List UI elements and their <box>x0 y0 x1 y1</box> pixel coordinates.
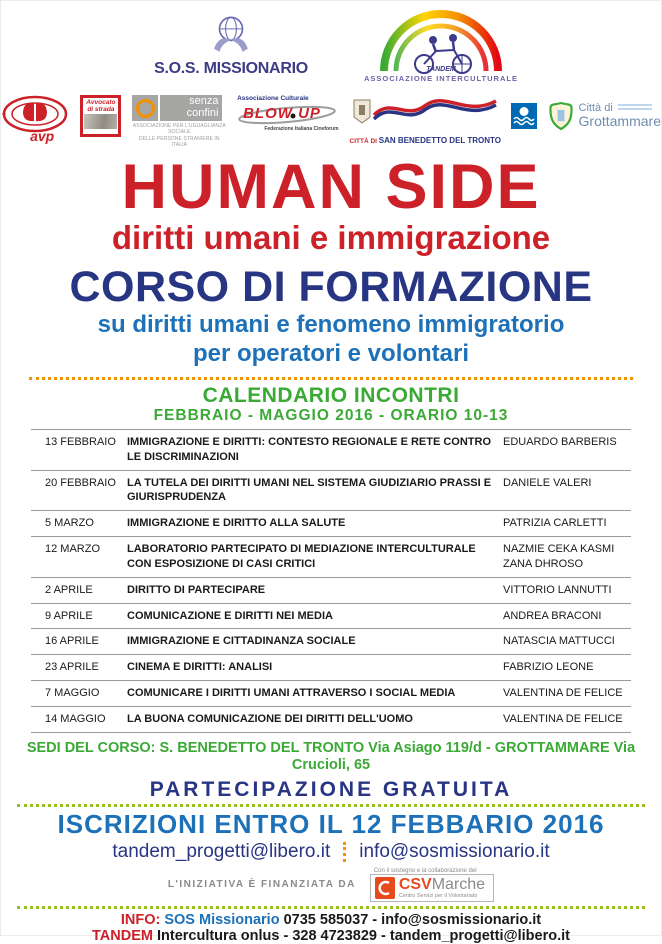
info-org-sos: SOS Missionario <box>164 911 280 928</box>
row-date: 14 MAGGIO <box>45 712 106 725</box>
csv-subtext: Centro Servizi per il Volontariato <box>398 892 478 899</box>
grottammare-line1: Città di <box>578 102 613 115</box>
green-dotted-divider <box>17 804 645 807</box>
globe-hands-icon <box>208 13 254 57</box>
bandiera-blu-logo <box>511 103 537 134</box>
calendar-table <box>31 429 631 733</box>
row-date: 5 MARZO <box>45 517 94 530</box>
senza-confini-caption <box>132 123 226 148</box>
row-title: LA BUONA COMUNICAZIONE DEI DIRITTI DELL'UOMO <box>127 712 413 725</box>
avp-label: avp <box>30 128 55 144</box>
table-row <box>31 471 631 512</box>
enrollment-deadline: ISCRIZIONI ENTRO IL 12 FEBBARIO 2016 <box>57 808 605 839</box>
blow-up-logo <box>237 95 338 132</box>
info-line-2 <box>1 928 661 944</box>
lecturer-name: PATRIZIA CARLETTI <box>503 517 607 530</box>
info-line1-rest: 0735 585037 - info@sosmissionario.it <box>279 911 542 928</box>
table-row <box>31 578 631 604</box>
csv-word: CSV <box>398 875 432 893</box>
tandem-name: TANDEM <box>426 66 456 73</box>
calendar-subheading: FEBBRAIO - MAGGIO 2016 - ORARIO 10-13 <box>153 406 509 424</box>
avvocato-line2: di strada <box>87 106 115 114</box>
senza-caption-2: DELLE PERSONE STRANIERE IN ITALIA <box>138 135 220 148</box>
grottammare-logo <box>548 101 661 131</box>
san-benedetto-logo <box>350 95 500 148</box>
blow-up-mark <box>237 102 338 126</box>
row-lecturer <box>503 686 631 701</box>
table-row <box>31 629 631 655</box>
course-subtitle-2: per operatori e volontari <box>192 339 470 367</box>
lecturer-name-2: ZANA DHROSO <box>503 557 584 570</box>
row-title: COMUNICAZIONE E DIRITTI NEI MEDIA <box>127 609 333 622</box>
course-venues: SEDI DEL CORSO: S. BENEDETTO DEL TRONTO Via Asiago 119/d - GROTTAMMARE Via Crucioli, 65 <box>26 739 636 774</box>
main-subtitle: diritti umani e immigrazione <box>111 218 551 256</box>
row-date: 13 FEBBRAIO <box>45 435 116 448</box>
enrollment-emails <box>1 841 661 863</box>
row-date: 20 FEBBRAIO <box>45 476 116 489</box>
row-lecturer <box>503 609 631 624</box>
orange-ring-icon <box>136 99 155 118</box>
tandem-logo <box>361 13 521 83</box>
row-title: IMMIGRAZIONE E DIRITTI: CONTESTO REGIONALE E RETE CONTRO LE DISCRIMINAZIONI <box>127 435 492 463</box>
row-title: IMMIGRAZIONE E CITTADINANZA SOCIALE <box>127 635 356 648</box>
marche-word: Marche <box>431 875 486 893</box>
csv-emblem-icon <box>375 877 395 899</box>
avvocato-photo <box>84 114 117 129</box>
row-date: 2 APRILE <box>45 583 93 596</box>
row-title: DIRITTO DI PARTECIPARE <box>127 583 266 596</box>
table-row <box>31 681 631 707</box>
confini-word: confini <box>186 106 219 119</box>
csv-pretext: Con il sostegno e la collaborazione del <box>373 867 477 874</box>
sos-missionario-logo <box>141 13 321 78</box>
senza-confini-wordmark <box>160 95 222 121</box>
row-date: 9 APRILE <box>45 609 93 622</box>
row-lecturer <box>503 583 631 598</box>
calendar-heading: CALENDARIO INCONTRI <box>202 383 460 407</box>
lecturer-name: FABRIZIO LEONE <box>503 661 594 674</box>
senza-confini-logo <box>132 95 226 148</box>
dotted-separator-icon <box>343 842 346 862</box>
tandem-subtitle: ASSOCIAZIONE INTERCULTURALE <box>364 74 518 83</box>
funding-row <box>1 868 661 902</box>
csv-box <box>370 874 494 902</box>
avvocato-di-strada-logo <box>80 95 121 137</box>
san-benedetto-name: SAN BENEDETTO DEL TRONTO <box>378 136 502 145</box>
row-lecturer <box>503 660 631 675</box>
row-title: LABORATORIO PARTECIPATO DI MEDIAZIONE INTERCULTURALE CON ESPOSIZIONE DI CASI CRITICI <box>127 543 476 570</box>
course-subtitle-1: su diritti umani e fenomeno immigratorio <box>97 310 565 338</box>
table-row <box>31 655 631 681</box>
lecturer-name: VALENTINA DE FELICE <box>503 687 623 700</box>
senza-word: senza <box>189 95 219 107</box>
info-label: INFO: <box>120 911 161 928</box>
green-dotted-divider <box>17 906 645 909</box>
info-line2-rest: Intercultura onlus - 328 4723829 - tandem_progetti@libero.it <box>152 928 570 944</box>
row-lecturer <box>503 476 631 491</box>
table-row <box>31 511 631 537</box>
san-benedetto-text <box>350 130 500 148</box>
grottammare-crest-icon <box>548 101 574 131</box>
avp-logo <box>1 95 69 144</box>
row-date: 16 APRILE <box>45 635 99 648</box>
crest-ribbon-icon <box>350 95 500 127</box>
row-lecturer <box>503 712 631 727</box>
table-row <box>31 604 631 630</box>
partner-logos-row <box>1 95 661 153</box>
lecturer-name: NAZMIE CEKA KASMI <box>503 543 615 556</box>
row-title: COMUNICARE I DIRITTI UMANI ATTRAVERSO I SOCIAL MEDIA <box>127 687 456 700</box>
blow-up-caption: Federazione Italiana Cineforum <box>264 126 339 132</box>
email-sos: info@sosmissionario.it <box>359 840 550 862</box>
free-participation: PARTECIPAZIONE GRATUITA <box>149 777 513 801</box>
row-lecturer <box>503 435 631 450</box>
avvocato-di-strada-text <box>84 99 117 113</box>
avvocato-line1: Avvocato <box>86 99 116 106</box>
row-date: 23 APRILE <box>45 661 99 674</box>
contact-info <box>1 912 661 944</box>
sos-missionario-name: S.O.S. MISSIONARIO <box>154 60 308 77</box>
lecturer-name: ANDREA BRACONI <box>503 609 602 622</box>
blow-up-association: Associazione Culturale <box>237 95 309 102</box>
row-date: 7 MAGGIO <box>45 687 100 700</box>
lecturer-name: VITTORIO LANNUTTI <box>503 583 612 596</box>
course-title: CORSO DI FORMAZIONE <box>69 262 593 311</box>
lecturer-name: EDUARDO BARBERIS <box>503 435 617 448</box>
row-title: CINEMA E DIRITTI: ANALISI <box>127 661 273 674</box>
main-title: HUMAN SIDE <box>121 152 541 222</box>
csv-texts <box>399 877 485 899</box>
table-row <box>31 430 631 471</box>
senza-confini-emblem <box>132 95 158 121</box>
grottammare-text <box>579 102 661 129</box>
primary-logos-row <box>1 13 661 93</box>
row-lecturer <box>503 634 631 649</box>
senza-caption-1: ASSOCIAZIONE PER L'UGUAGLIANZA SOCIALE <box>132 123 226 136</box>
lecturer-name: NATASCIA MATTUCCI <box>503 635 615 648</box>
csv-marche-logo <box>370 868 494 902</box>
lecturer-name: VALENTINA DE FELICE <box>503 712 623 725</box>
info-org-tandem: TANDEM <box>92 928 153 944</box>
row-lecturer <box>503 516 631 531</box>
san-benedetto-pre: CITTÀ DI <box>349 138 379 145</box>
table-row <box>31 707 631 733</box>
info-line-1 <box>1 912 661 928</box>
orange-dotted-divider <box>29 377 633 380</box>
blow-up-title: BLOW UP <box>243 105 321 122</box>
row-title: IMMIGRAZIONE E DIRITTO ALLA SALUTE <box>127 517 346 530</box>
email-tandem: tandem_progetti@libero.it <box>112 840 331 862</box>
row-lecturer <box>503 542 631 572</box>
grottammare-line2: Grottammare <box>578 113 661 130</box>
row-date: 12 MARZO <box>45 543 101 556</box>
stripes-decoration <box>618 104 652 112</box>
row-title: LA TUTELA DEI DIRITTI UMANI NEL SISTEMA GIUDIZIARIO PRASSI E GIURISPRUDENZA <box>127 476 492 504</box>
senza-confini-mark <box>132 95 226 121</box>
table-row <box>31 537 631 578</box>
lecturer-name: DANIELE VALERI <box>503 476 592 489</box>
funding-label: L'INIZIATIVA È FINANZIATA DA <box>167 879 356 891</box>
blue-flag-icon <box>511 103 537 129</box>
